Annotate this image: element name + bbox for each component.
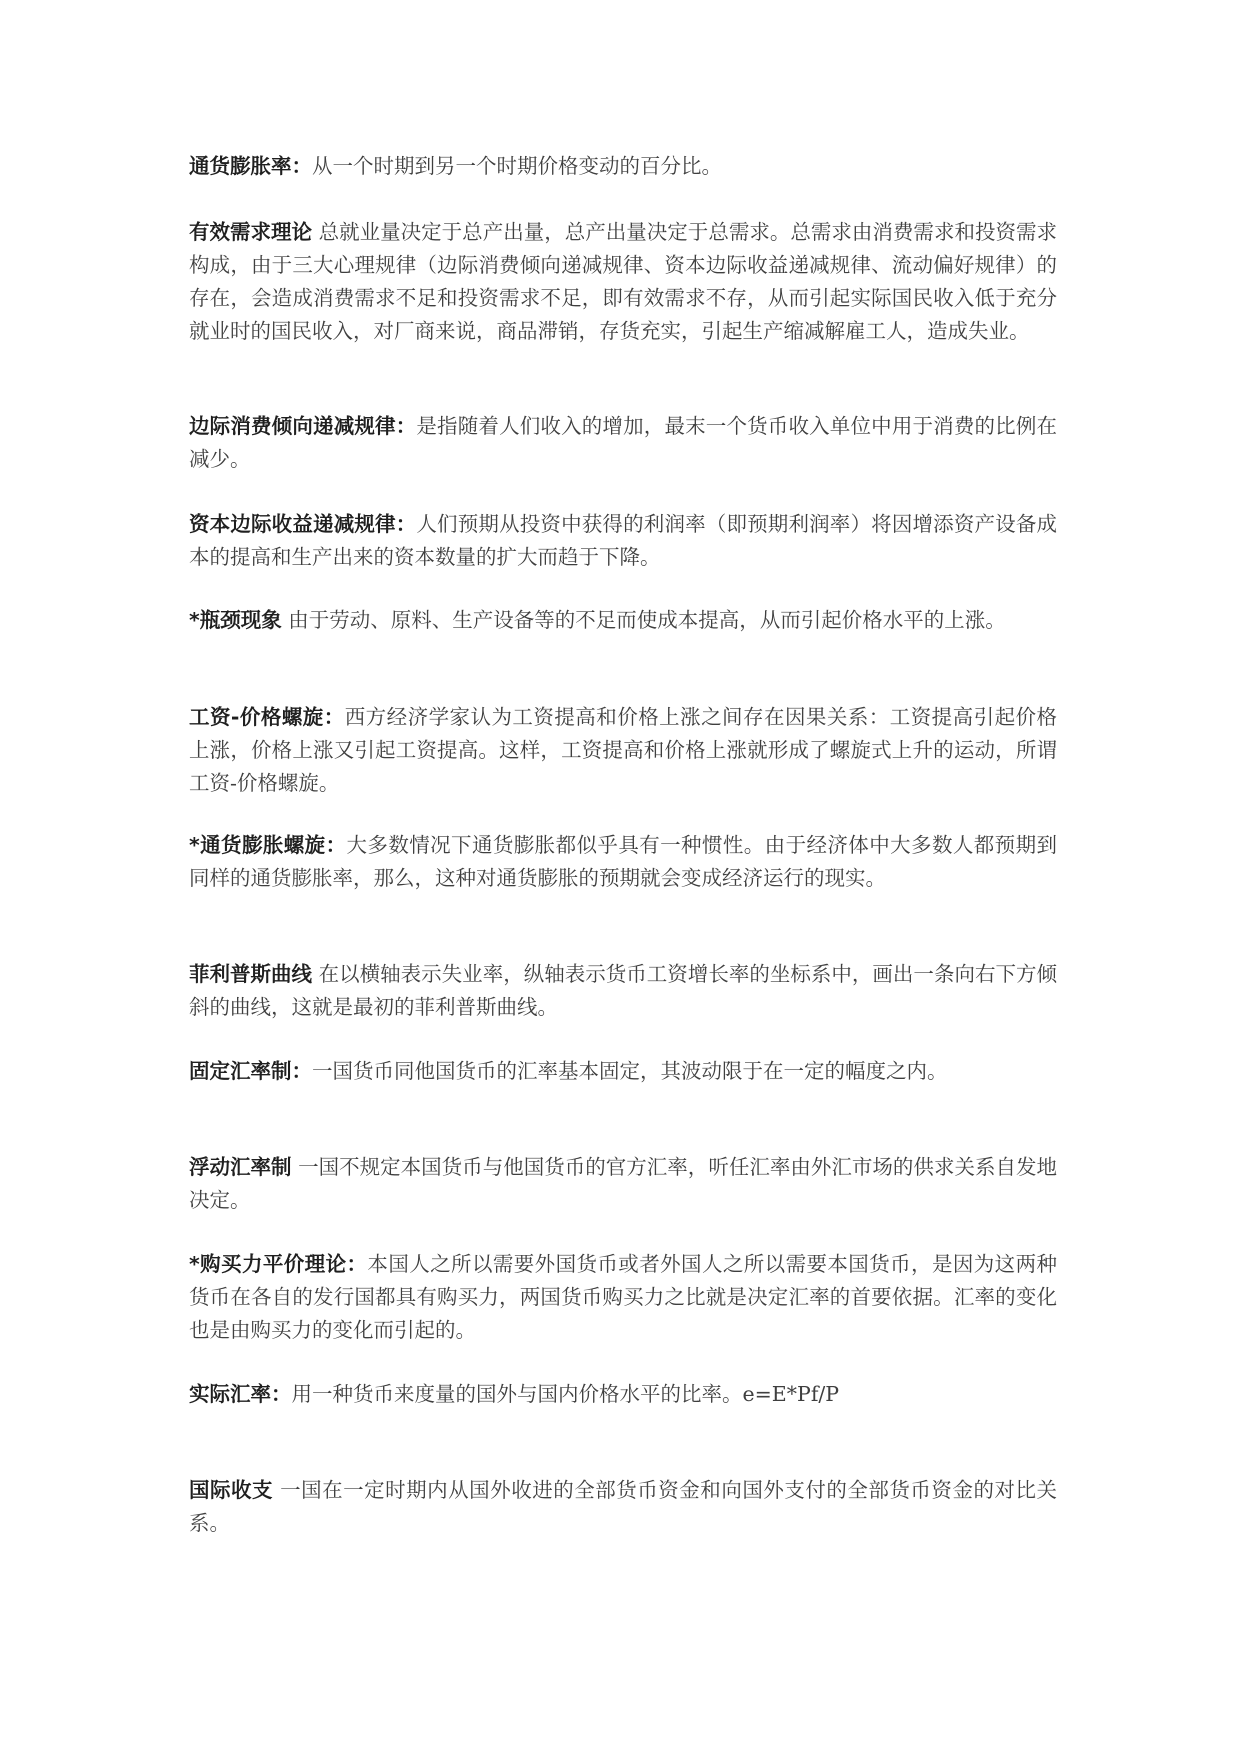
entry-definition: 本国人之所以需要外国货币或者外国人之所以需要本国货币，是因为这两种货币在各自的发行国都具有购买力，两国货币购买力之比就是决定汇率的首要依据。汇率的变化也是由购买力的变化而引起的。	[189, 1252, 1057, 1342]
entry-inflation-spiral	[189, 829, 1057, 895]
entry-term: 工资-价格螺旋：	[189, 705, 345, 729]
entry-term: 有效需求理论	[189, 220, 313, 244]
entry-fixed-exchange-rate	[189, 1055, 1057, 1088]
entry-capital-return-law	[189, 508, 1057, 574]
entry-ppp-theory	[189, 1248, 1057, 1347]
entry-term: 固定汇率制：	[189, 1059, 312, 1083]
entry-definition: 一国货币同他国货币的汇率基本固定，其波动限于在一定的幅度之内。	[312, 1059, 948, 1083]
entry-definition: 是指随着人们收入的增加，最末一个货币收入单位中用于消费的比例在减少。	[189, 414, 1058, 471]
entry-term: 通货膨胀率：	[189, 154, 312, 178]
entry-term: 边际消费倾向递减规律：	[189, 414, 417, 438]
entry-term: 国际收支	[189, 1478, 274, 1502]
entry-balance-of-payments	[189, 1474, 1057, 1540]
entry-definition: 由于劳动、原料、生产设备等的不足而使成本提高，从而引起价格水平的上涨。	[288, 608, 1006, 632]
entry-term: *瓶颈现象	[189, 608, 282, 632]
entry-definition: 大多数情况下通货膨胀都似乎具有一种惯性。由于经济体中大多数人都预期到同样的通货膨胀率，那么，这种对通货膨胀的预期就会变成经济运行的现实。	[189, 833, 1057, 890]
entry-definition: 从一个时期到另一个时期价格变动的百分比。	[312, 154, 722, 178]
entry-definition: 一国在一定时期内从国外收进的全部货币资金和向国外支付的全部货币资金的对比关系。	[189, 1478, 1057, 1535]
entry-wage-price-spiral	[189, 701, 1057, 800]
entry-term: 资本边际收益递减规律：	[189, 512, 417, 536]
entry-inflation-rate	[189, 150, 1057, 183]
entry-term: 菲利普斯曲线	[189, 962, 313, 986]
entry-floating-exchange-rate	[189, 1151, 1057, 1217]
entry-phillips-curve	[189, 958, 1057, 1024]
entry-term: *购买力平价理论：	[189, 1252, 368, 1276]
entry-bottleneck	[189, 604, 1057, 637]
entry-term: 实际汇率：	[189, 1382, 292, 1406]
entry-definition: 西方经济学家认为工资提高和价格上涨之间存在因果关系：工资提高引起价格上涨，价格上涨又引起工资提高。这样，工资提高和价格上涨就形成了螺旋式上升的运动，所谓工资-价格螺旋。	[189, 705, 1057, 795]
entry-definition: 在以横轴表示失业率，纵轴表示货币工资增长率的坐标系中，画出一条向右下方倾斜的曲线，这就是最初的菲利普斯曲线。	[189, 962, 1057, 1019]
entry-real-exchange-rate	[189, 1378, 1057, 1411]
entry-mpc-law	[189, 410, 1057, 476]
entry-definition: 一国不规定本国货币与他国货币的官方汇率，听任汇率由外汇市场的供求关系自发地决定。	[189, 1155, 1057, 1212]
entry-definition: 总就业量决定于总产出量，总产出量决定于总需求。总需求由消费需求和投资需求构成，由于三大心理规律（边际消费倾向递减规律、资本边际收益递减规律、流动偏好规律）的存在，会造成消费需求不足和投资需求不足，即有效需求不存，从而引起实际国民收入低于充分就业时的国民收入，对厂商来说，商品滞销，存货充实，引起生产缩减解雇工人，造成失业。	[189, 220, 1057, 343]
entry-definition: 用一种货币来度量的国外与国内价格水平的比率。e=E*Pf/P	[291, 1382, 840, 1406]
entry-term: 浮动汇率制	[189, 1155, 292, 1179]
entry-definition: 人们预期从投资中获得的利润率（即预期利润率）将因增添资产设备成本的提高和生产出来的资本数量的扩大而趋于下降。	[189, 512, 1058, 569]
entry-term: *通货膨胀螺旋：	[189, 833, 347, 857]
entry-effective-demand	[189, 216, 1057, 348]
